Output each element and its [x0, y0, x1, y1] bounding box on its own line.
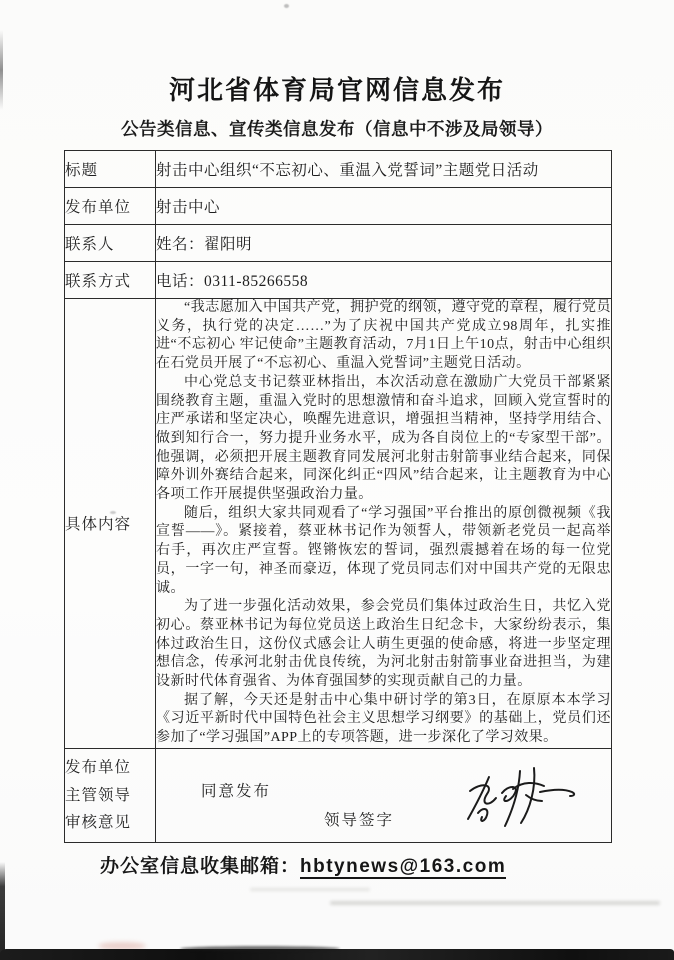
row-label-content: 具体内容 [65, 299, 156, 749]
office-email-label: 办公室信息收集邮箱： [100, 856, 301, 877]
approval-label-line-1: 发布单位 [65, 759, 132, 777]
table-row-publisher [65, 188, 612, 225]
row-label-publisher: 发布单位 [65, 188, 156, 225]
row-value-approval [156, 748, 612, 842]
row-value-contact-method: 电话：0311-85266558 [156, 262, 612, 299]
scan-edge-artifact [0, 949, 674, 960]
table-row-contact-method [65, 262, 612, 299]
content-paragraph-3: 随后，组织大家共同观看了“学习强国”平台推出的原创微视频《我宣誓——》。紧接着，蔡亚林书记作为领誓人，带领新老党员一起高举右手，再次庄严宣誓。铿锵恢宏的誓词，强烈震撼着在场的每一位党员，一字一句，神圣而豪迈，体现了党员同志们对中国共产党的无限忠诚。 [156, 505, 611, 596]
handwritten-signature-caiyalin [456, 763, 581, 835]
row-value-publisher: 射击中心 [156, 188, 612, 225]
content-paragraph-2: 中心党总支书记蔡亚林指出，本次活动意在激励广大党员干部紧紧围绕教育主题，重温入党时的思想激情和奋斗追求，回顾入党宣誓时的庄严承诺和坚定决心，唤醒先进意识，增强担当精神，坚持学用结合、做到知行合一，努力提升业务水平，成为各自岗位上的“专家型干部”。他强调，必须把开展主题教育同发展河北射击射箭事业结合起来，同保障外训外赛结合起来，同深化纠正“四风”结合起来，让主题教育为中心各项工作开展提供坚强政治力量。 [156, 374, 611, 503]
row-label-title: 标题 [65, 151, 156, 188]
row-label-contact-person: 联系人 [65, 225, 156, 262]
row-value-contact-person: 姓名：翟阳明 [156, 225, 612, 262]
page-title: 河北省体育局官网信息发布 [168, 75, 505, 105]
info-release-form-table [64, 150, 612, 843]
approval-label-line-2: 主管领导 [65, 786, 132, 804]
scan-smudge [330, 901, 660, 905]
approval-decision-text: 同意发布 [201, 782, 272, 800]
page-subtitle: 公告类信息、宣传类信息发布（信息中不涉及局领导） [121, 119, 553, 139]
content-paragraph-4: 为了进一步强化活动效果，参会党员们集体过政治生日，共忆入党初心。蔡亚林书记为每位党员送上政治生日纪念卡，大家纷纷表示，集体过政治生日，这份仪式感会让人萌生更强的使命感，将进一步坚定理想信念，传承河北射击优良传统，为河北射击射箭事业奋进担当，为建设新时代体育强省、为体育强国梦的实现贡献自己的力量。 [156, 599, 611, 690]
content-paragraph-5: 据了解，今天还是射击中心集中研讨学的第3日，在原原本本学习《习近平新时代中国特色社会主义思想学习纲要》的基础上，党员们还参加了“学习强国”APP上的专项答题，进一步深化了学习效果。 [156, 692, 611, 746]
approval-label-line-3: 审核意见 [65, 814, 132, 832]
table-row-approval [65, 748, 612, 842]
scan-edge-artifact [0, 30, 3, 110]
scan-speck [284, 4, 289, 8]
scan-edge-artifact [0, 862, 5, 960]
office-email-line [100, 851, 506, 878]
row-label-contact-method: 联系方式 [65, 262, 156, 299]
row-value-content [156, 299, 612, 749]
approval-cell [156, 749, 611, 842]
signature-label: 领导签字 [324, 811, 395, 829]
scan-smudge [250, 888, 370, 891]
table-row-contact-person [65, 225, 612, 262]
row-value-title: 射击中心组织“不忘初心、重温入党誓词”主题党日活动 [156, 151, 612, 188]
scan-speck [110, 511, 116, 514]
content-paragraph-1: “我志愿加入中国共产党，拥护党的纲领，遵守党的章程，履行党员义务，执行党的决定……”为了庆祝中国共产党成立98周年，扎实推进“不忘初心 牢记使命”主题教育活动，7月1日上午10点，射击中心组织在石党员开展了“不忘初心、重温入党誓词”主题党日活动。 [156, 300, 611, 372]
table-row-title [65, 151, 612, 188]
row-label-approval [65, 748, 156, 842]
table-row-content [65, 299, 612, 749]
office-email-address: hbtynews@163.com [300, 856, 507, 877]
